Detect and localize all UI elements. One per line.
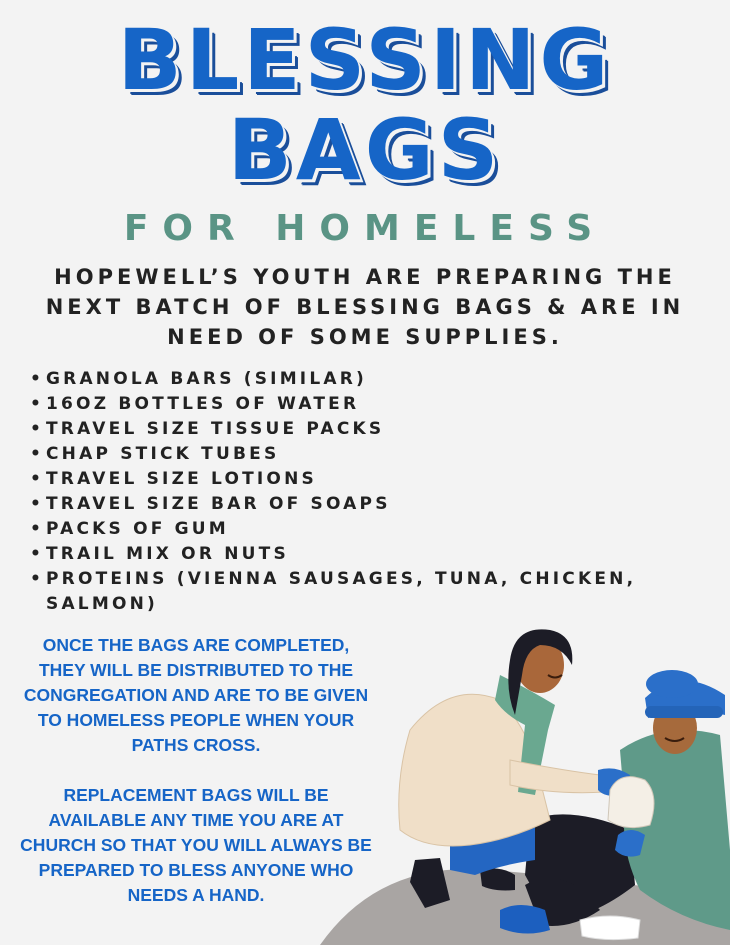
replacement-paragraph: REPLACEMENT BAGS WILL BE AVAILABLE ANY TIME YOU ARE AT CHURCH SO THAT YOU WILL ALWAYS BE PREPARED TO BLESS ANYONE WHO NEEDS A HAND.: [20, 785, 372, 905]
list-item: • TRAIL MIX OR NUTS: [30, 544, 289, 564]
distribution-paragraph: ONCE THE BAGS ARE COMPLETED, THEY WILL BE DISTRIBUTED TO THE CONGREGATION AND ARE TO BE GIVEN TO HOMELESS PEOPLE WHEN YOUR PATHS CROSS.: [23, 635, 369, 755]
supply-list: [30, 367, 710, 617]
blessing-bag: [608, 777, 654, 828]
list-item: • TRAVEL SIZE BAR OF SOAPS: [30, 494, 391, 514]
list-item: • TRAVEL SIZE LOTIONS: [30, 469, 317, 489]
title-bags: BAGS: [227, 101, 503, 199]
list-item: • 16OZ BOTTLES OF WATER: [30, 394, 360, 414]
title-blessing: BLESSING: [117, 11, 613, 109]
list-item: • PROTEINS (VIENNA SAUSAGES, TUNA, CHICKEN, SALMON): [30, 569, 637, 614]
list-item: • GRANOLA BARS (SIMILAR): [30, 369, 367, 389]
list-item: • TRAVEL SIZE TISSUE PACKS: [30, 419, 385, 439]
list-item: • PACKS OF GUM: [30, 519, 229, 539]
list-item: • CHAP STICK TUBES: [30, 444, 280, 464]
helping-illustration: [300, 620, 730, 945]
subtitle: FOR HOMELESS: [123, 208, 607, 249]
intro-text: HOPEWELL’S YOUTH ARE PREPARING THE NEXT BATCH OF BLESSING BAGS & ARE IN NEED OF SOME SUPPLIES.: [45, 265, 685, 349]
